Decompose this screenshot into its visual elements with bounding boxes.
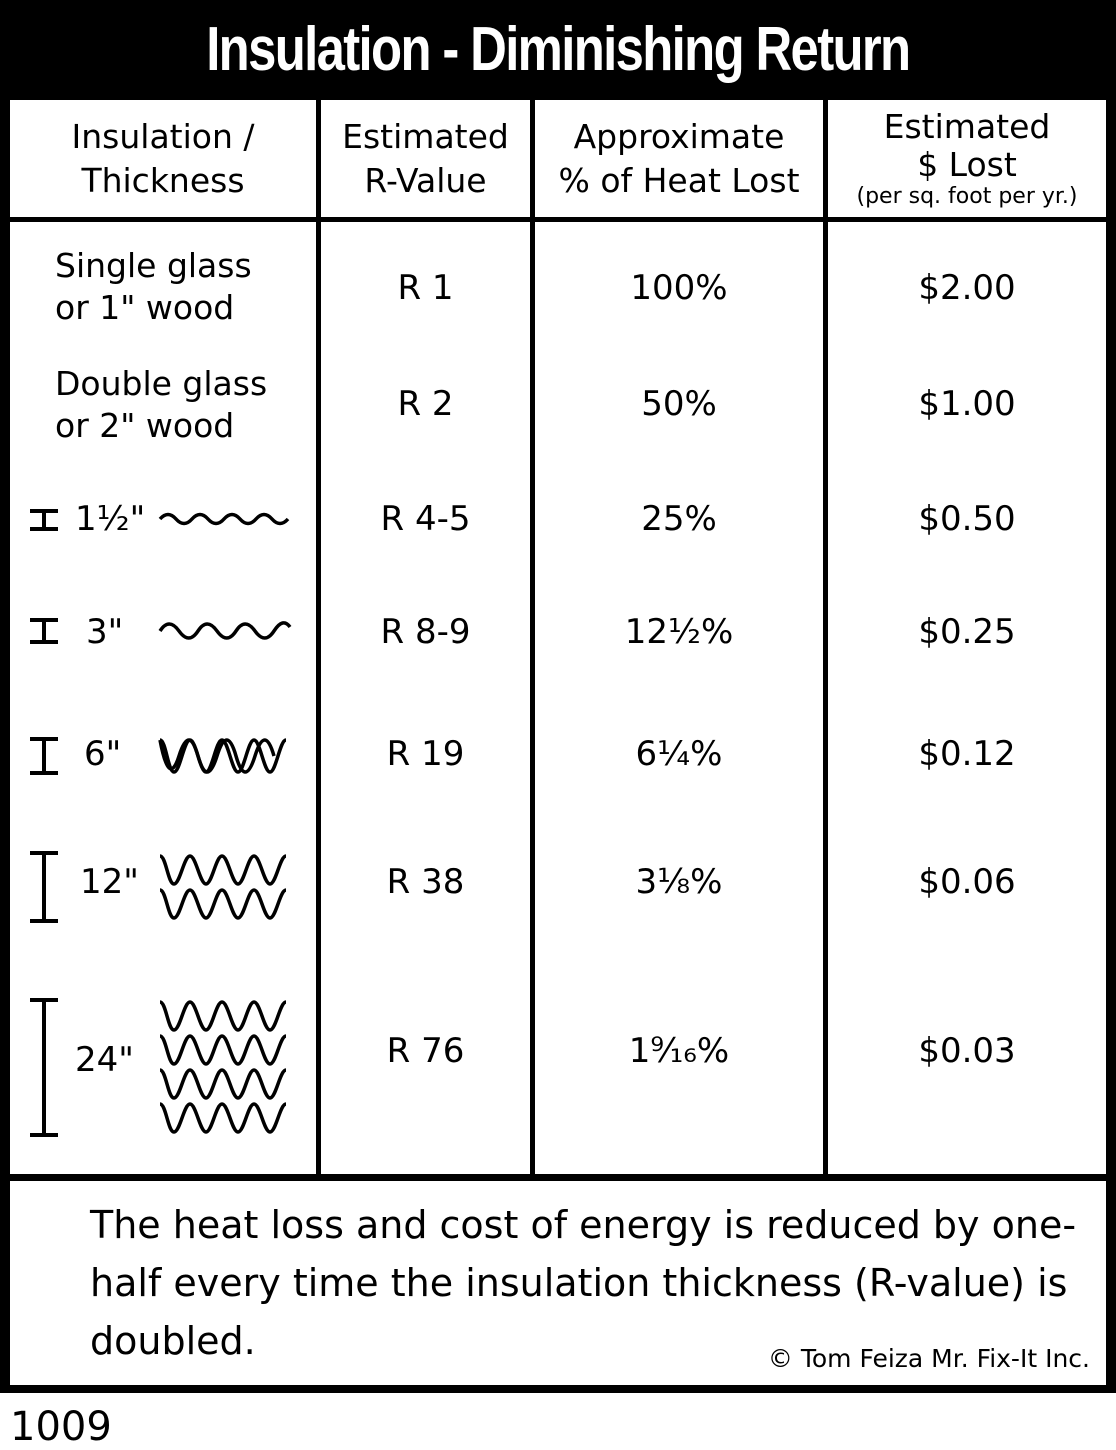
row3-heat-lost: 25% [641, 499, 717, 539]
row6-r-value: R 38 [386, 862, 465, 902]
row4-heat-lost: 12½% [624, 612, 734, 652]
row7-heat-lost: 1⁹⁄₁₆% [628, 1031, 730, 1071]
header-r-value-line2: R-Value [364, 160, 487, 200]
row2-heat-lost: 50% [641, 384, 717, 424]
header-cost-line3: (per sq. foot per yr.) [856, 183, 1078, 209]
page-number: 1009 [10, 1404, 112, 1450]
row4-cost: $0.25 [918, 612, 1016, 652]
row1-cost: $2.00 [918, 268, 1016, 308]
insulation-wave-icon [158, 508, 290, 530]
row1-label [55, 245, 252, 329]
title-bar [0, 0, 1116, 98]
footer-text: The heat loss and cost of energy is reduced by one-half every time the insulation thickness (R-value) is doubled. [90, 1203, 1077, 1363]
header-cost [828, 100, 1106, 217]
row3-cost: $0.50 [918, 499, 1016, 539]
header-heat-lost-line2: % of Heat Lost [558, 160, 800, 200]
row7-cost: $0.03 [918, 1031, 1016, 1071]
row3-thickness: 1½" [75, 499, 146, 539]
row7-r-value: R 76 [386, 1031, 465, 1071]
row2-r-value: R 2 [397, 384, 454, 424]
row4-thickness: 3" [86, 612, 124, 652]
row2-label-line2: or 2" wood [55, 406, 235, 445]
row5-thickness: 6" [84, 734, 122, 774]
row1-label-line2: or 1" wood [55, 288, 235, 327]
row1-label-line1: Single glass [55, 246, 252, 285]
page-title: Insulation - Diminishing Return [206, 14, 910, 84]
thickness-bracket-icon [28, 617, 62, 645]
copyright: © Tom Feiza Mr. Fix-It Inc. [767, 1344, 1090, 1373]
header-thickness-line2: Thickness [81, 160, 245, 200]
insulation-wave-icon [158, 617, 290, 645]
thickness-bracket-icon [28, 850, 62, 924]
row2-label [55, 363, 267, 447]
row2-label-line1: Double glass [55, 364, 268, 403]
insulation-wave-icon [158, 998, 290, 1138]
header-cost-line1: Estimated [883, 106, 1051, 146]
row6-cost: $0.06 [918, 862, 1016, 902]
header-r-value-line1: Estimated [342, 116, 509, 156]
row2-cost: $1.00 [918, 384, 1016, 424]
header-cost-line2: $ Lost [917, 144, 1017, 184]
header-heat-lost [535, 100, 823, 217]
header-r-value [321, 100, 530, 217]
row5-heat-lost: 6¼% [635, 734, 723, 774]
row5-cost: $0.12 [918, 734, 1016, 774]
insulation-wave-icon [158, 852, 290, 922]
header-heat-lost-line1: Approximate [573, 116, 785, 156]
thickness-bracket-icon [28, 997, 62, 1138]
row1-heat-lost: 100% [630, 268, 728, 308]
row1-r-value: R 1 [397, 268, 454, 308]
row5-r-value: R 19 [386, 734, 465, 774]
row6-thickness: 12" [80, 862, 139, 902]
row4-r-value: R 8-9 [380, 612, 471, 652]
row3-r-value: R 4-5 [380, 499, 471, 539]
thickness-bracket-icon [28, 508, 62, 532]
header-thickness [10, 100, 316, 217]
header-thickness-line1: Insulation / [71, 116, 255, 156]
row7-thickness: 24" [75, 1040, 134, 1080]
row6-heat-lost: 3⅛% [635, 862, 723, 902]
insulation-wave-icon [158, 736, 290, 776]
thickness-bracket-icon [28, 736, 62, 776]
